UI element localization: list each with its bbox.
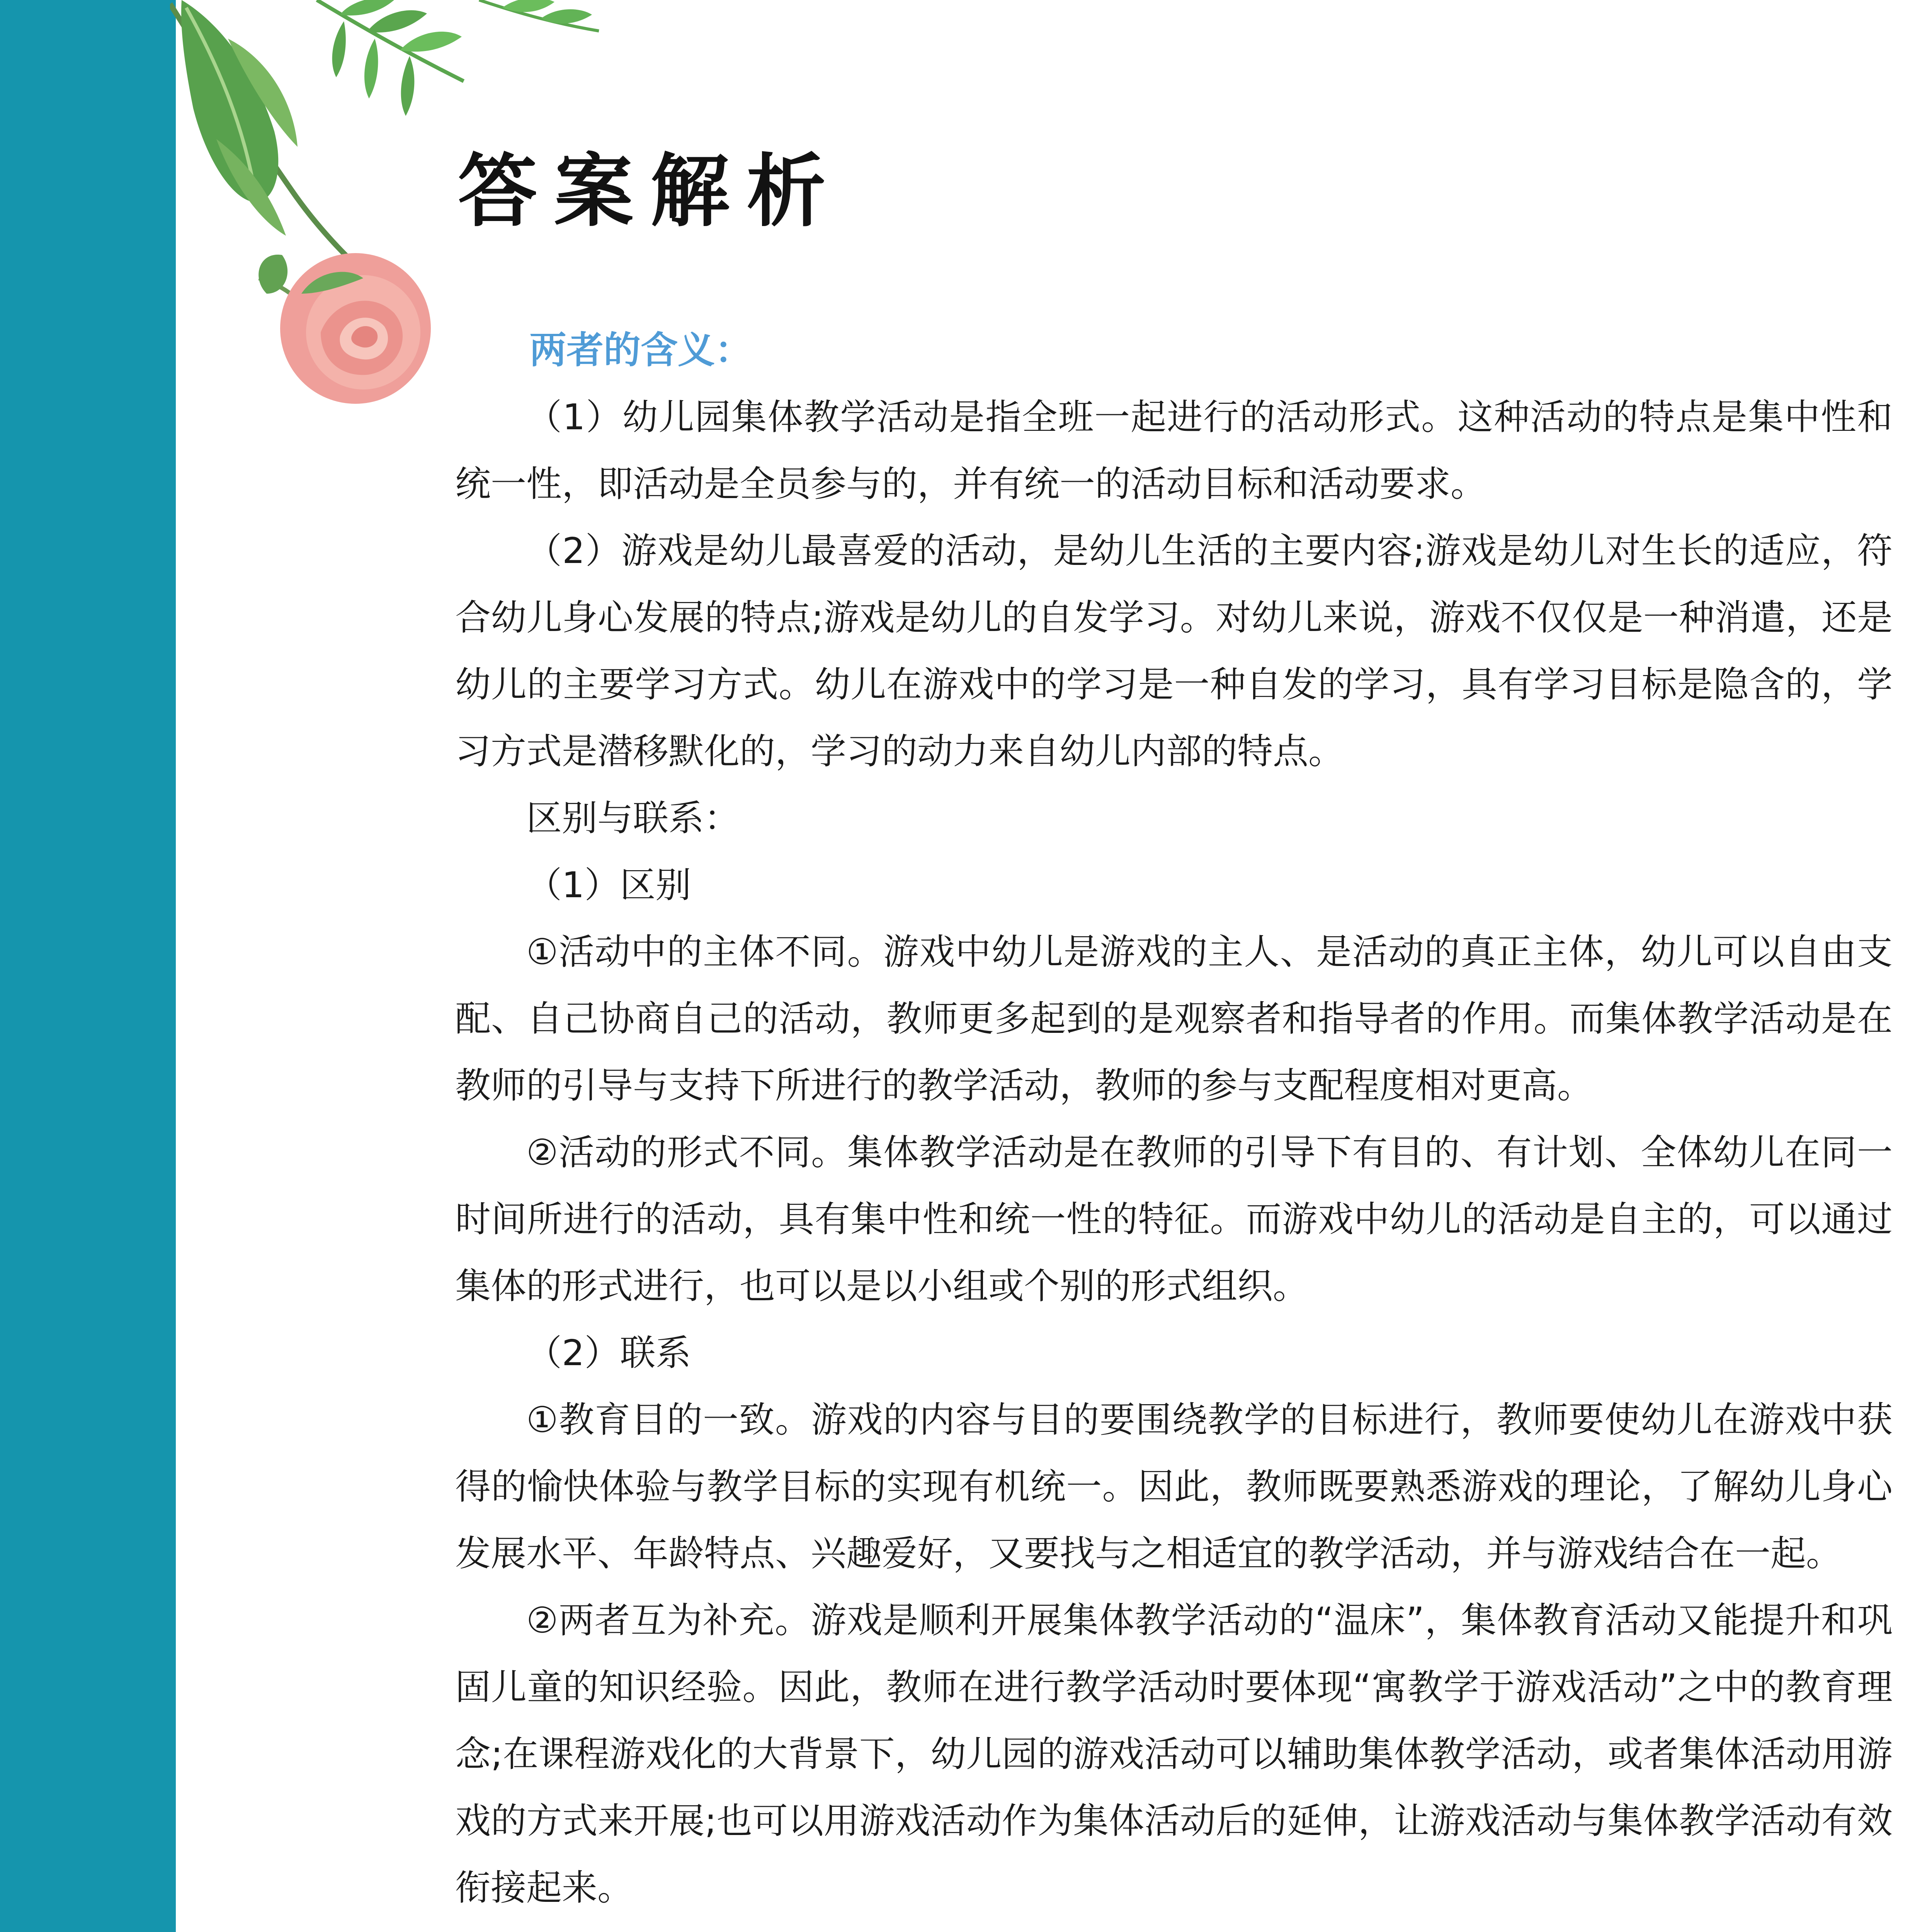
difference-heading: （1）区别 — [526, 864, 691, 906]
connection-heading: （2）联系 — [526, 1332, 691, 1374]
difference-paragraph-1: ①活动中的主体不同。游戏中幼儿是游戏的主人、是活动的真正主体，幼儿可以自由支配、自己协商自己的活动，教师更多起到的是观察者和指导者的作用。而集体教学活动是在教师的引导与支持下所进行的教学活动，教师的参与支配程度相对更高。 — [455, 931, 1893, 1106]
pink-rose-icon — [259, 253, 431, 404]
meaning-heading: 两者的含义： — [529, 328, 752, 372]
relation-heading: 区别与联系： — [526, 798, 740, 839]
answer-content — [455, 317, 1893, 1921]
leaf-branch-icon — [170, 0, 386, 294]
connection-paragraph-2: ②两者互为补充。游戏是顺利开展集体教学活动的“温床”，集体教育活动又能提升和巩固儿童的知识经验。因此，教师在进行教学活动时要体现“寓教学于游戏活动”之中的教育理念;在课程游戏化的大背景下，幼儿园的游戏活动可以辅助集体教学活动，或者集体活动用游戏的方式来开展;也可以用游戏活动作为集体活动后的延伸，让游戏活动与集体教学活动有效衔接起来。 — [455, 1600, 1893, 1908]
side-bar — [0, 0, 176, 1932]
connection-paragraph-1: ①教育目的一致。游戏的内容与目的要围绕教学的目标进行，教师要使幼儿在游戏中获得的愉快体验与教学目标的实现有机统一。因此，教师既要熟悉游戏的理论，了解幼儿身心发展水平、年龄特点、兴趣爱好，又要找与之相适宜的教学活动，并与游戏结合在一起。 — [455, 1399, 1893, 1574]
meaning-paragraph-1: （1）幼儿园集体教学活动是指全班一起进行的活动形式。这种活动的特点是集中性和统一性，即活动是全员参与的，并有统一的活动目标和活动要求。 — [455, 396, 1893, 505]
fern-leaf-icon — [317, 0, 599, 116]
difference-paragraph-2: ②活动的形式不同。集体教学活动是在教师的引导下有目的、有计划、全体幼儿在同一时间所进行的活动，具有集中性和统一性的特征。而游戏中幼儿的活动是自主的，可以通过集体的形式进行，也可以是以小组或个别的形式组织。 — [455, 1132, 1893, 1307]
page-title: 答案解析 — [458, 145, 843, 238]
meaning-paragraph-2: （2）游戏是幼儿最喜爱的活动，是幼儿生活的主要内容;游戏是幼儿对生长的适应，符合幼儿身心发展的特点;游戏是幼儿的自发学习。对幼儿来说，游戏不仅仅是一种消遣，还是幼儿的主要学习方式。幼儿在游戏中的学习是一种自发的学习，具有学习目标是隐含的，学习方式是潜移默化的，学习的动力来自幼儿内部的特点。 — [455, 530, 1893, 772]
